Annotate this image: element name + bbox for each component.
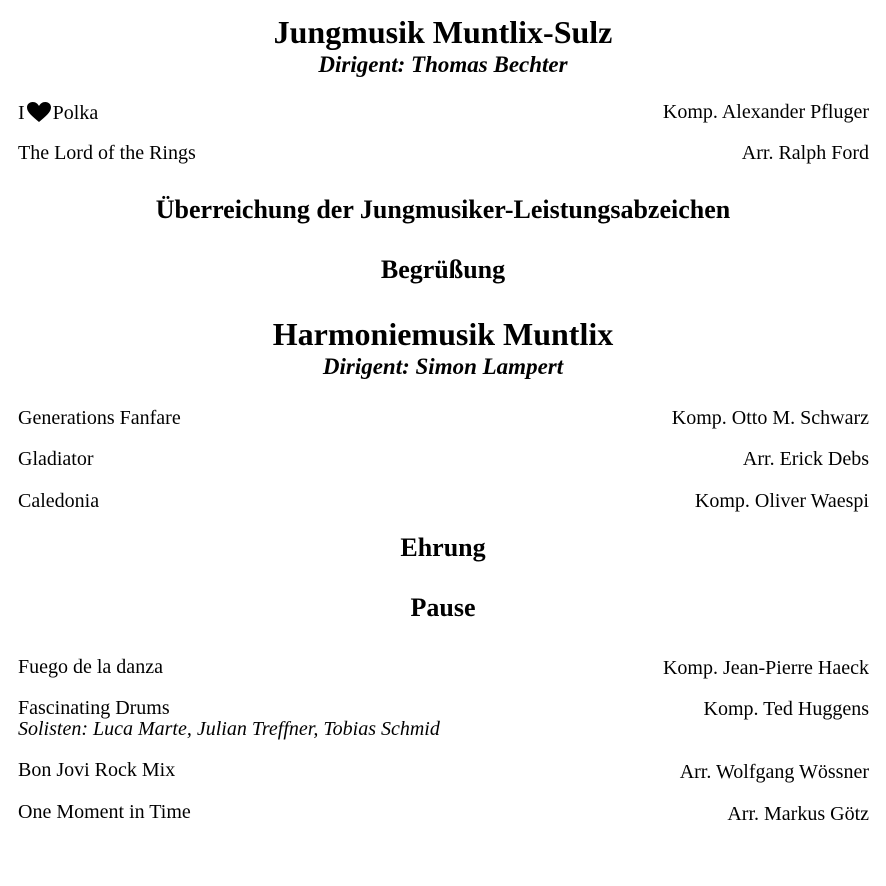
piece-title-bon-jovi-rock-mix: Bon Jovi Rock Mix xyxy=(18,759,176,781)
band-title-harmoniemusik: Harmoniemusik Muntlix xyxy=(272,316,614,352)
piece-title-lord-of-the-rings: The Lord of the Rings xyxy=(18,142,196,164)
piece-title-caledonia: Caledonia xyxy=(18,490,100,512)
conductor-thomas-bechter: Dirigent: Thomas Bechter xyxy=(318,52,568,77)
piece-credit-gladiator: Arr. Erick Debs xyxy=(742,448,869,470)
piece-credit-lord-of-the-rings: Arr. Ralph Ford xyxy=(741,142,869,164)
piece-credit-polka: Komp. Alexander Pfluger xyxy=(662,101,869,123)
piece-soloists-fascinating-drums: Solisten: Luca Marte, Julian Treffner, Tobias Schmid xyxy=(18,718,440,740)
pause-heading: Pause xyxy=(410,593,476,622)
piece-credit-caledonia: Komp. Oliver Waespi xyxy=(694,490,869,512)
welcome-heading: Begrüßung xyxy=(380,255,506,284)
honor-heading: Ehrung xyxy=(400,533,486,562)
piece-title-polka xyxy=(18,101,98,124)
piece-title-fascinating-drums: Fascinating Drums xyxy=(18,697,170,719)
piece-title-polka-pre: I xyxy=(18,102,25,124)
piece-title-one-moment-in-time: One Moment in Time xyxy=(18,801,191,823)
piece-title-fuego-de-la-danza: Fuego de la danza xyxy=(18,656,163,678)
piece-title-gladiator: Gladiator xyxy=(18,448,94,470)
piece-credit-one-moment-in-time: Arr. Markus Götz xyxy=(727,803,869,825)
piece-credit-fuego-de-la-danza: Komp. Jean-Pierre Haeck xyxy=(662,657,869,679)
heart-icon xyxy=(26,101,52,123)
conductor-simon-lampert: Dirigent: Simon Lampert xyxy=(322,354,564,379)
piece-title-polka-post: Polka xyxy=(52,102,99,124)
award-heading: Überreichung der Jungmusiker-Leistungsabzeichen xyxy=(155,195,731,224)
piece-credit-bon-jovi-rock-mix: Arr. Wolfgang Wössner xyxy=(679,761,869,783)
piece-credit-generations-fanfare: Komp. Otto M. Schwarz xyxy=(671,407,869,429)
piece-credit-fascinating-drums: Komp. Ted Huggens xyxy=(703,698,869,720)
piece-title-generations-fanfare: Generations Fanfare xyxy=(18,407,181,429)
band-title-jungmusik: Jungmusik Muntlix-Sulz xyxy=(273,14,613,50)
